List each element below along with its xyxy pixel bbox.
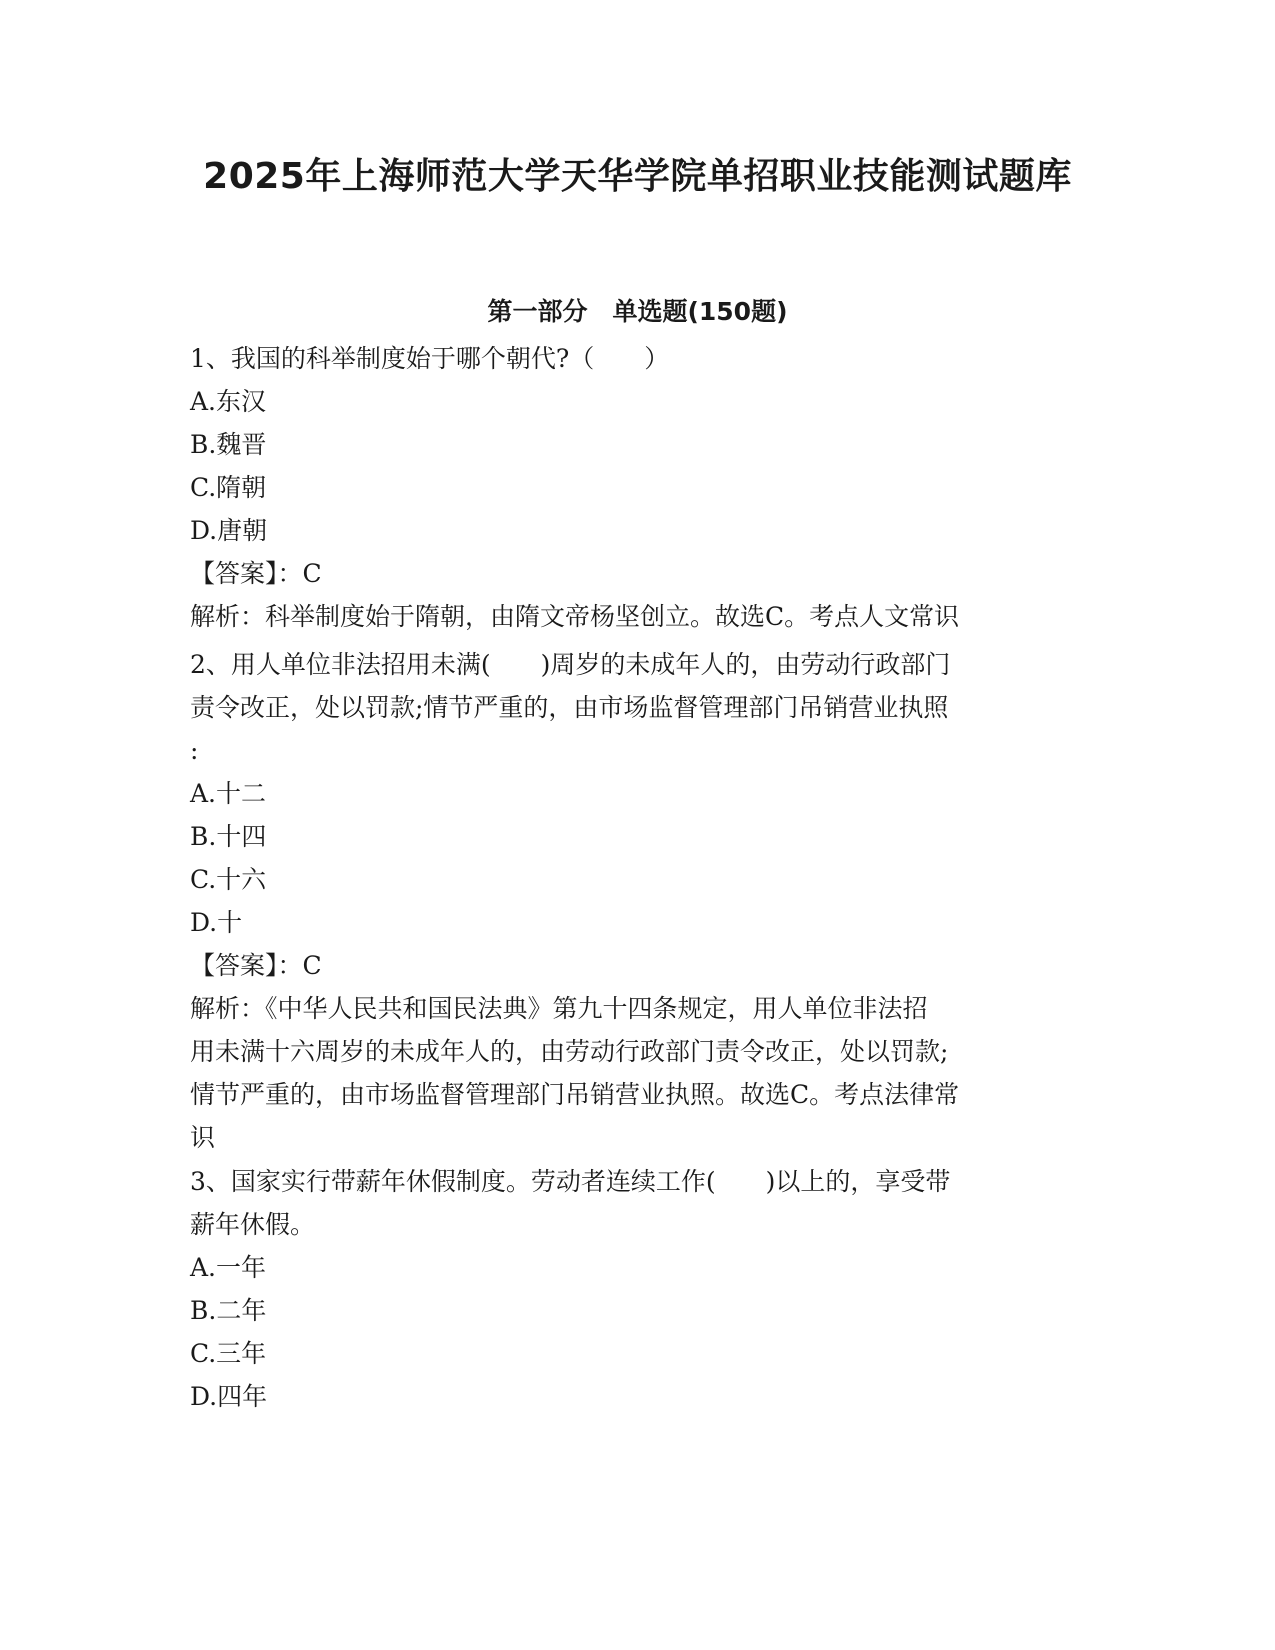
option-c: C.隋朝 xyxy=(190,473,267,502)
option-b: B.十四 xyxy=(190,822,267,851)
option-a: A.一年 xyxy=(190,1253,267,1282)
analysis-line-2: 用未满十六周岁的未成年人的，由劳动行政部门责令改正，处以罚款; xyxy=(190,1037,949,1066)
question-stem: 1、我国的科举制度始于哪个朝代?（ ） xyxy=(190,344,670,373)
question-stem-line-2: 薪年休假。 xyxy=(190,1210,316,1239)
option-a: A.东汉 xyxy=(190,387,267,416)
analysis-line-1: 解析：《中华人民共和国民法典》第九十四条规定，用人单位非法招 xyxy=(190,994,928,1023)
option-d: D.四年 xyxy=(190,1382,268,1411)
question-stem-line-1: 2、用人单位非法招用未满( )周岁的未成年人的，由劳动行政部门 xyxy=(190,650,951,679)
answer: 【答案】：C xyxy=(190,951,322,980)
analysis: 解析：科举制度始于隋朝，由隋文帝杨坚创立。故选C。考点人文常识 xyxy=(190,602,960,631)
analysis-line-4: 识 xyxy=(190,1123,216,1152)
question-2 xyxy=(190,643,1090,1159)
option-d: D.十 xyxy=(190,908,243,937)
option-d: D.唐朝 xyxy=(190,516,268,545)
question-stem-line-1: 3、国家实行带薪年休假制度。劳动者连续工作( )以上的，享受带 xyxy=(190,1167,951,1196)
question-1 xyxy=(190,337,1090,638)
option-b: B.二年 xyxy=(190,1296,267,1325)
question-stem-line-2: 责令改正，处以罚款;情节严重的，由市场监督管理部门吊销营业执照 xyxy=(190,693,949,722)
question-stem-line-3: : xyxy=(190,736,199,765)
answer: 【答案】：C xyxy=(190,559,322,588)
analysis-line-3: 情节严重的，由市场监督管理部门吊销营业执照。故选C。考点法律常 xyxy=(190,1080,960,1109)
document-title: 2025年上海师范大学天华学院单招职业技能测试题库 xyxy=(203,156,1072,197)
option-b: B.魏晋 xyxy=(190,430,267,459)
option-c: C.三年 xyxy=(190,1339,267,1368)
option-c: C.十六 xyxy=(190,865,267,894)
question-3 xyxy=(190,1160,1090,1418)
option-a: A.十二 xyxy=(190,779,267,808)
section-heading: 第一部分 单选题(150题) xyxy=(487,297,788,326)
